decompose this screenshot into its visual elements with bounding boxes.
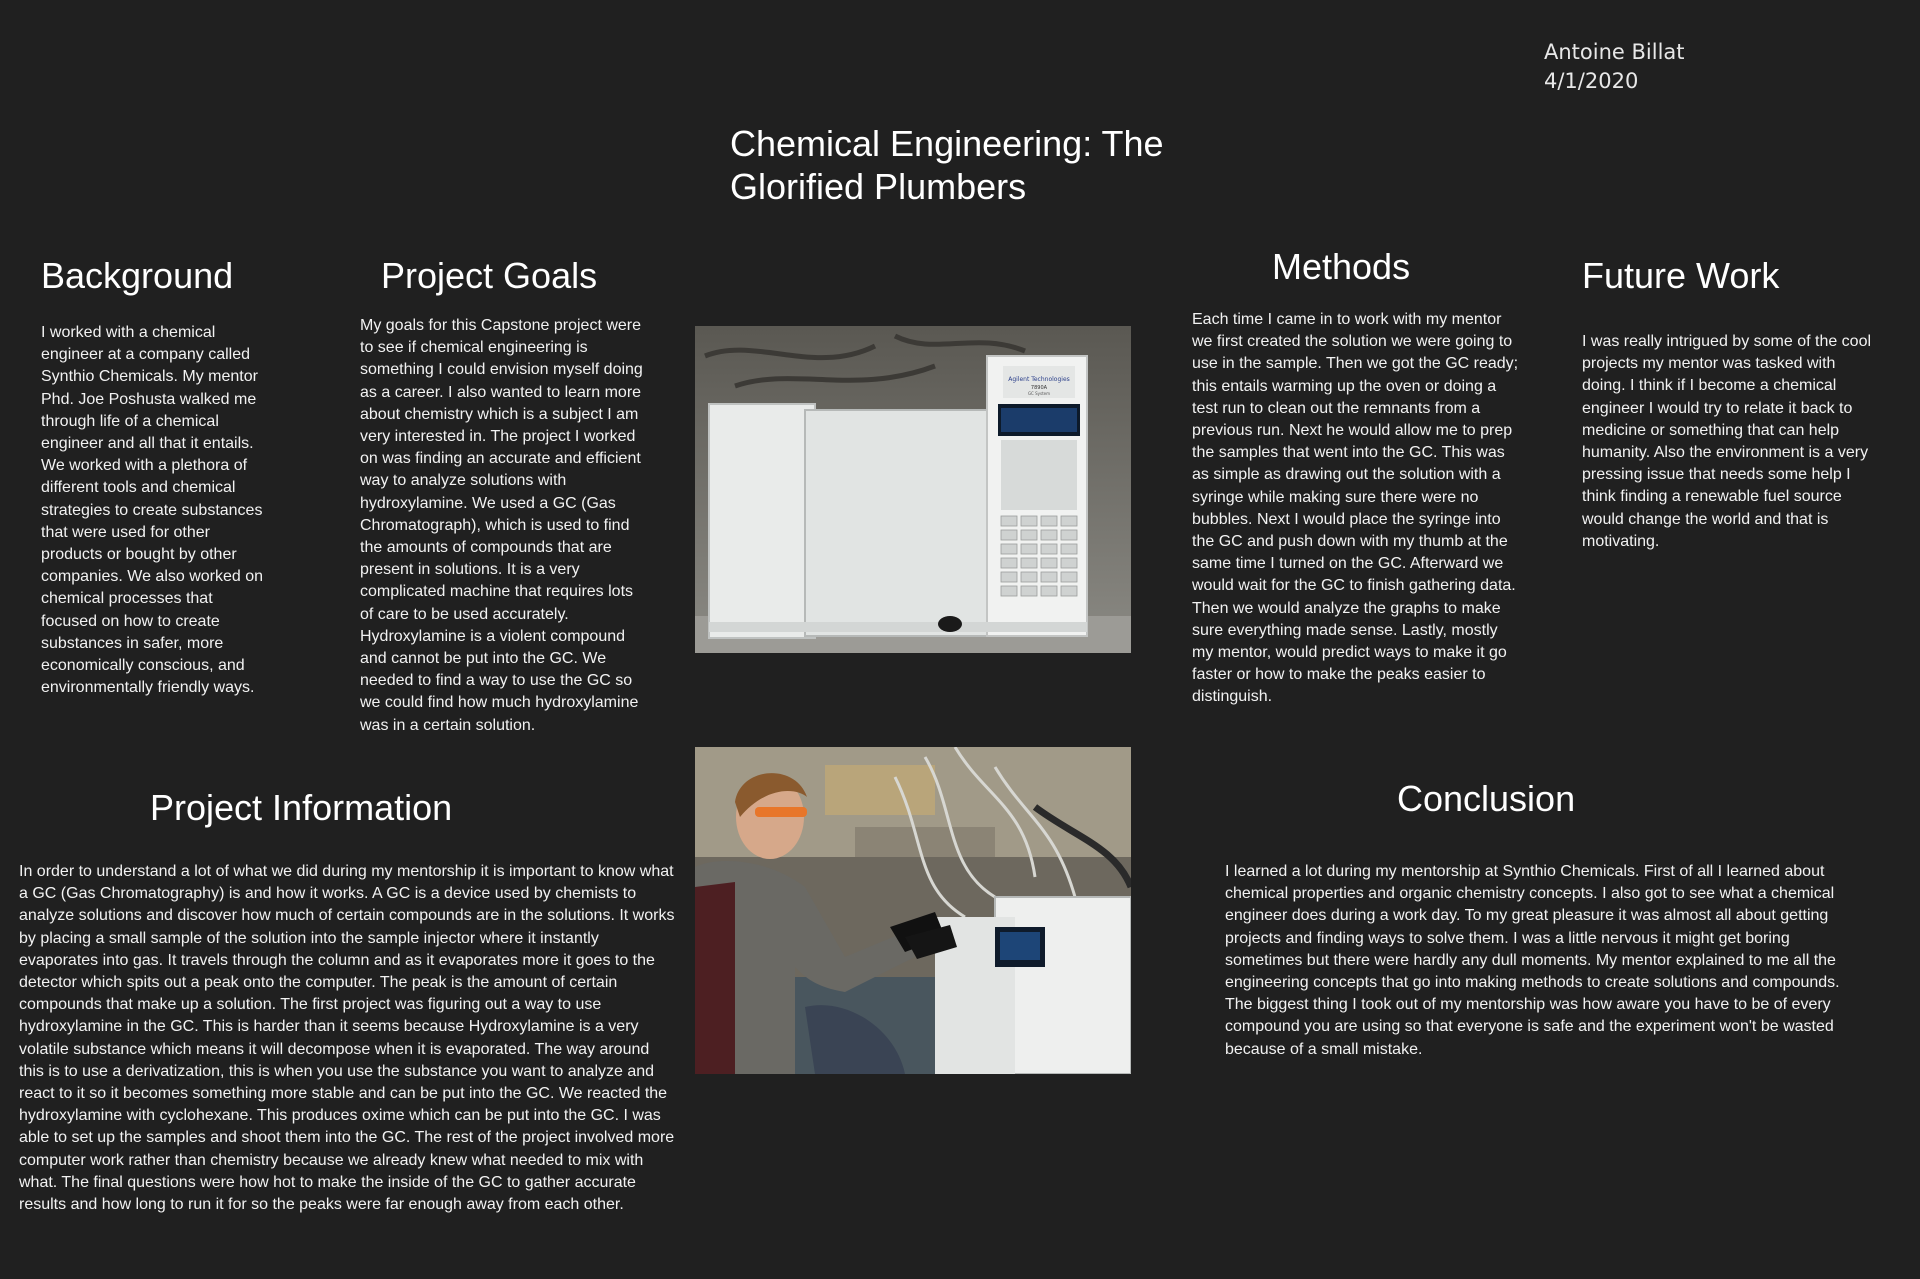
conclusion-heading: Conclusion [1397,778,1576,819]
gc-model-label: 7890A [1030,385,1048,391]
project-goals-heading: Project Goals [381,255,598,296]
poster-title: Chemical Engineering: The Glorified Plumbers [730,123,1164,207]
project-information-heading: Project Information [150,787,453,828]
gc-sub-label: GC System [1027,391,1051,396]
methods-heading: Methods [1272,246,1411,287]
gc-brand-label: Agilent Technologies [1008,376,1070,383]
author-block [1544,38,1685,96]
student-at-gc-photo [695,747,1131,1074]
project-information-text: In order to understand a lot of what we did during my mentorship it is important to know what a GC (Gas Chromatography) is and how it works. A GC is a device used by chemists to analyze solutions and discover how much of certain compounds are in the solutions. It works by placing a small sample of the solution into the sample injector where it instantly evaporates into gas. It travels through the column and as it evaporates more it goes to the detector which spits out a peak onto the computer. The peak is the amount of certain compounds that make up a solution. The first project was figuring out a way to use hydroxylamine in the GC. This is harder than it seems because Hydroxylamine is a very volatile substance which means it will decompose when it is evaporated. The way around this is to use a derivatization, this is when you use the substance you want to analyze and react to it so it becomes something more stable and can be put into the GC. We reacted the hydroxylamine with cyclohexane. This produces oxime which can be put into the GC. I was able to set up the samples and shoot them into the GC. The rest of the project involved more computer work rather than chemistry because we already knew what needed to mix with what. The final questions were how hot to make the inside of the GC to gather accurate results and how long to run it for so the peaks were far enough away from each other. [19,863,675,1214]
future-work-text: I was really intrigued by some of the cool projects my mentor was tasked with doing. I think if I become a chemical engineer I would try to relate it back to medicine or something that can help humanity. Also the environment is a very pressing issue that needs some help I think finding a renewable fuel source would change the world and that is motivating. [1582,333,1872,550]
background-text: I worked with a chemical engineer at a company called Synthio Chemicals. My mentor Phd. Joe Poshusta walked me through life of a chemical engineer and all that it entails. We worked with a plethora of different tools and chemical strategies to create substances that were used for other products or bought by other companies. We also worked on chemical processes that focused on how to create substances in safer, more economically conscious, and environmentally friendly ways. [41,324,264,697]
gc-machine-photo [695,326,1131,653]
future-work-heading: Future Work [1582,255,1780,296]
gc-machine-illustration [695,326,1131,653]
methods-text: Each time I came in to work with my mentor we first created the solution we were going to use in the sample. Then we got the GC ready; this entails warming up the oven or doing a test run to clean out the remnants from a previous run. Next he would allow me to prep the samples that went into the GC. This was as simple as drawing out the solution with a syringe while making sure there were no bubbles. Next I would place the syringe into the GC and push down with my thumb at the same time I turned on the GC. Afterward we would wait for the GC to finish gathering data. Then we would analyze the graphs to make sure everything made sense. Lastly, mostly my mentor, would predict ways to make it go faster or how to make the peaks easier to distinguish. [1192,311,1519,706]
author-name: Antoine Billat [1544,40,1685,64]
project-goals-text: My goals for this Capstone project were to see if chemical engineering is something I could envision myself doing as a career. I also wanted to learn more about chemistry which is a subject I am very interested in. The project I worked on was finding an accurate and efficient way to analyze solutions with hydroxylamine. We used a GC (Gas Chromatograph), which is used to find the amounts of compounds that are present in solutions. It is a very complicated machine that requires lots of care to be used accurately. Hydroxylamine is a violent compound and cannot be put into the GC. We needed to find a way to use the GC so we could find how much hydroxylamine was in a certain solution. [360,317,643,734]
poster-date: 4/1/2020 [1544,69,1639,93]
student-illustration [695,747,1131,1074]
background-heading: Background [41,255,234,296]
conclusion-text: I learned a lot during my mentorship at Synthio Chemicals. First of all I learned about chemical properties and organic chemistry concepts. I also got to see what a chemical engineer does during a work day. To my great pleasure it was almost all about getting projects and finding ways to solve them. I was a little nervous it might get boring sometimes but there were hardly any dull moments. My mentor explained to me all the engineering concepts that go into making methods to create solutions and compounds. The biggest thing I took out of my mentorship was how aware you have to be of every compound you are using so that everyone is safe and the experiment won't be wasted because of a small mistake. [1225,863,1840,1058]
